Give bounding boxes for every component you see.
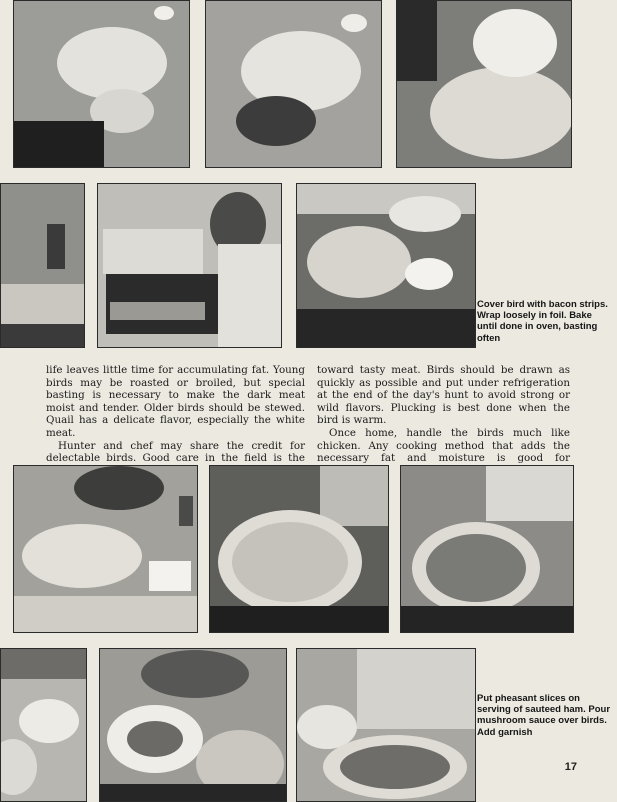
stuffing-bird-photo [13,0,190,168]
bird-with-bacon-photo [296,183,476,348]
article-paragraph: life leaves little time for accumulating fat. Young birds may be roasted or broiled, but special basting is necessary to make the dark meat moist and tender. Older birds should be stewed. Quail has a delicate flavor, especially the white meat. [46,364,305,439]
trussing-bird-photo [205,0,382,168]
article-paragraph: toward tasty meat. Birds should be drawn as quickly as possible and put under refrigeration at the end of the day's hunt to avoid strong or wild flavors. Plucking is best done when the bird is warm. [317,364,570,427]
article-paragraph: Hunter and chef may share the credit for delectable birds. Good care in the field is the [46,439,305,465]
plating-slices-photo [99,648,287,802]
sauce-pan-photo [296,648,476,802]
flouring-skillet-photo [209,465,389,633]
sprinkling-meat-photo [13,465,198,633]
placing-pan-in-oven-photo [97,183,282,348]
article-column-right [317,364,570,477]
frying-in-skillet-photo [400,465,574,633]
article-column-left [46,364,305,477]
article-paragraph: Once home, handle the birds much like chicken. Any cooking method that adds the necessary fat and moisture is good for [317,426,570,465]
serving-plate-photo [0,648,87,802]
ham-caption: Put pheasant slices on serving of sauteed ham. Pour mushroom sauce over birds. Add garnish [477,693,611,738]
page-number: 17 [564,761,577,773]
bacon-caption: Cover bird with bacon strips. Wrap loosely in foil. Bake until done in oven, basting often [477,299,608,344]
wrapping-bird-photo [396,0,572,168]
oven-roasting-photo [0,183,85,348]
